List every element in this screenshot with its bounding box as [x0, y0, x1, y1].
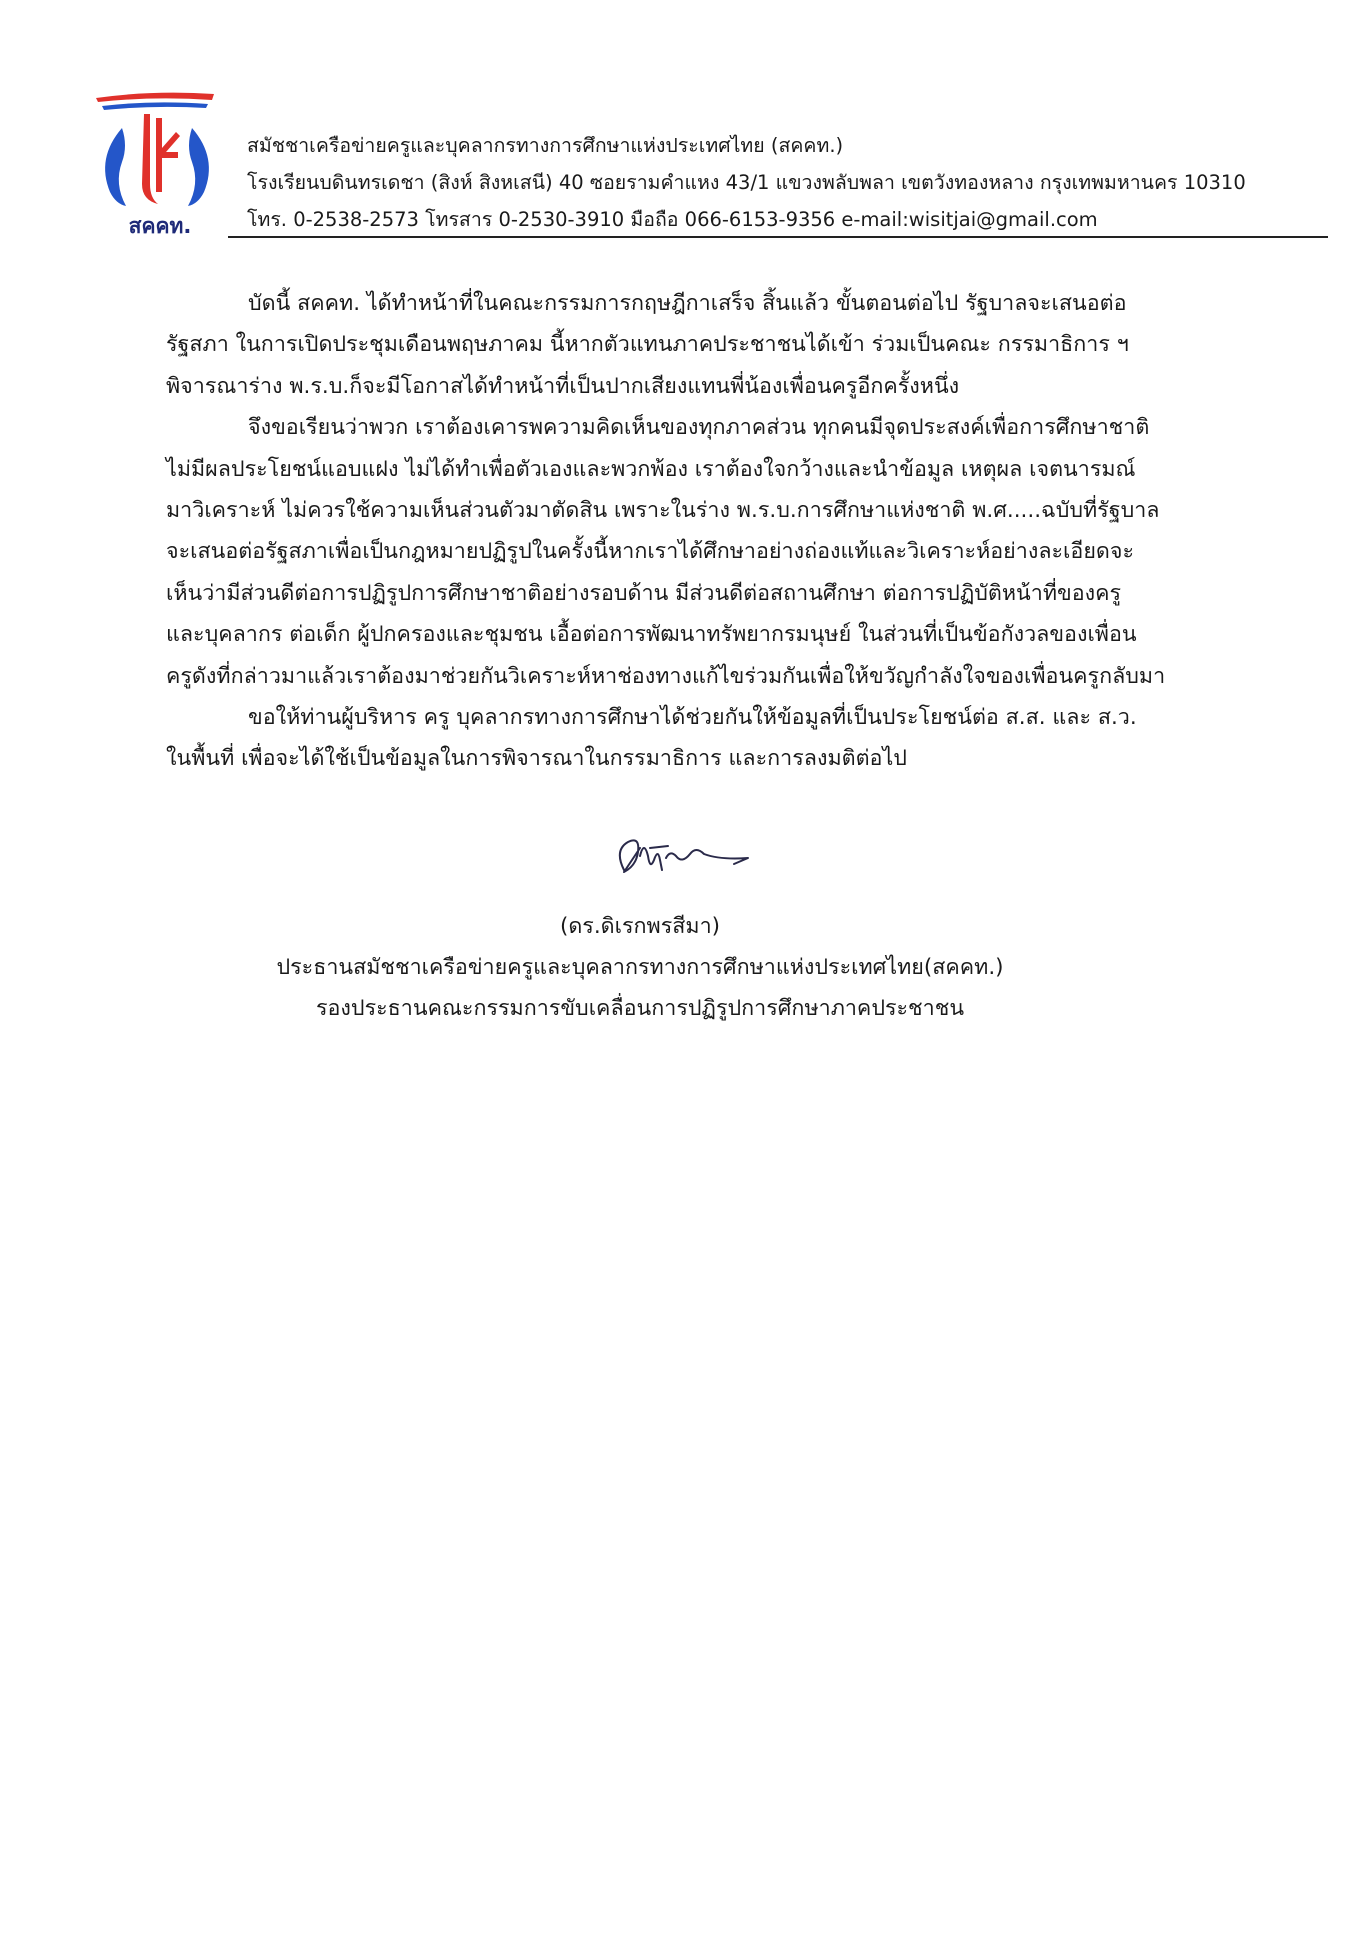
signatory-name: (ดร.ดิเรกพรสีมา) — [559, 914, 721, 939]
logo-abbreviation: สคคท. — [128, 214, 192, 238]
signature-icon — [610, 830, 760, 890]
body-line: และบุคลากร ต่อเด็ก ผู้ปกครองและชุมชน เอื้อต่อการพัฒนาทรัพยากรมนุษย์ ในส่วนที่เป็นข้อกังวลของเพื่อน — [166, 622, 1137, 648]
body-line: จึงขอเรียนว่าพวก เราต้องเคารพความคิดเห็นของทุกภาคส่วน ทุกคนมีจุดประสงค์เพื่อการศึกษาชาติ — [248, 415, 1150, 441]
body-line: ในพื้นที่ เพื่อจะได้ใช้เป็นข้อมูลในการพิจารณาในกรรมาธิการ และการลงมติต่อไป — [166, 746, 907, 772]
signatory-title: ประธานสมัชชาเครือข่ายครูและบุคลากรทางการศึกษาแห่งประเทศไทย(สคคท.) — [276, 955, 1004, 980]
organization-contact: โทร. 0-2538-2573 โทรสาร 0-2530-3910 มือถือ 066-6153-9356 e-mail:wisitjai@gmail.com — [247, 208, 1098, 231]
body-line: รัฐสภา ในการเปิดประชุมเดือนพฤษภาคม นี้หากตัวแทนภาคประชาชนได้เข้า ร่วมเป็นคณะ กรรมาธิการ ฯ — [166, 332, 1129, 358]
handwritten-signature — [610, 830, 760, 890]
body-line: มาวิเคราะห์ ไม่ควรใช้ความเห็นส่วนตัวมาตัดสิน เพราะในร่าง พ.ร.บ.การศึกษาแห่งชาติ พ.ศ.....ฉบับที่รัฐบาล — [166, 498, 1160, 524]
letter-body — [166, 283, 1216, 780]
letterhead — [247, 127, 1327, 238]
body-line: พิจารณาร่าง พ.ร.บ.ก็จะมีโอกาสได้ทำหน้าที่เป็นปากเสียงแทนพี่น้องเพื่อนครูอีกครั้งหนึ่ง — [166, 373, 960, 399]
logo-emblem-icon — [92, 88, 220, 213]
organization-name: สมัชชาเครือข่ายครูและบุคลากรทางการศึกษาแห่งประเทศไทย (สคคท.) — [247, 134, 844, 157]
organization-address: โรงเรียนบดินทรเดชา (สิงห์ สิงหเสนี) 40 ซอยรามคำแหง 43/1 แขวงพลับพลา เขตวังทองหลาง กรุงเทพมหานคร 10310 — [247, 171, 1246, 194]
body-line: เห็นว่ามีส่วนดีต่อการปฏิรูปการศึกษาชาติอย่างรอบด้าน มีส่วนดีต่อสถานศึกษา ต่อการปฏิบัติหน้าที่ของครู — [166, 580, 1122, 606]
body-line: ขอให้ท่านผู้บริหาร ครู บุคลากรทางการศึกษาได้ช่วยกันให้ข้อมูลที่เป็นประโยชน์ต่อ ส.ส. และ ส.ว. — [248, 705, 1137, 731]
header-divider — [228, 236, 1328, 238]
body-line: ไม่มีผลประโยชน์แอบแฝง ไม่ได้ทำเพื่อตัวเองและพวกพ้อง เราต้องใจกว้างและนำข้อมูล เหตุผล เจตนารมณ์ — [166, 456, 1136, 482]
body-line: ครูดังที่กล่าวมาแล้วเราต้องมาช่วยกันวิเคราะห์หาช่องทางแก้ไขร่วมกันเพื่อให้ขวัญกำลังใจของเพื่อนครูกลับมา — [166, 663, 1166, 689]
body-line: บัดนี้ สคคท. ได้ทำหน้าที่ในคณะกรรมการกฤษฎีกาเสร็จ สิ้นแล้ว ขั้นตอนต่อไป รัฐบาลจะเสนอต่อ — [248, 291, 1127, 316]
signatory-title: รองประธานคณะกรรมการขับเคลื่อนการปฏิรูปการศึกษาภาคประชาชน — [315, 996, 965, 1021]
organization-logo — [92, 88, 220, 248]
body-line: จะเสนอต่อรัฐสภาเพื่อเป็นกฎหมายปฏิรูปในครั้งนี้หากเราได้ศึกษาอย่างถ่องแท้และวิเคราะห์อย่างละเอียดจะ — [166, 539, 1135, 565]
closing-block — [240, 906, 1040, 1029]
